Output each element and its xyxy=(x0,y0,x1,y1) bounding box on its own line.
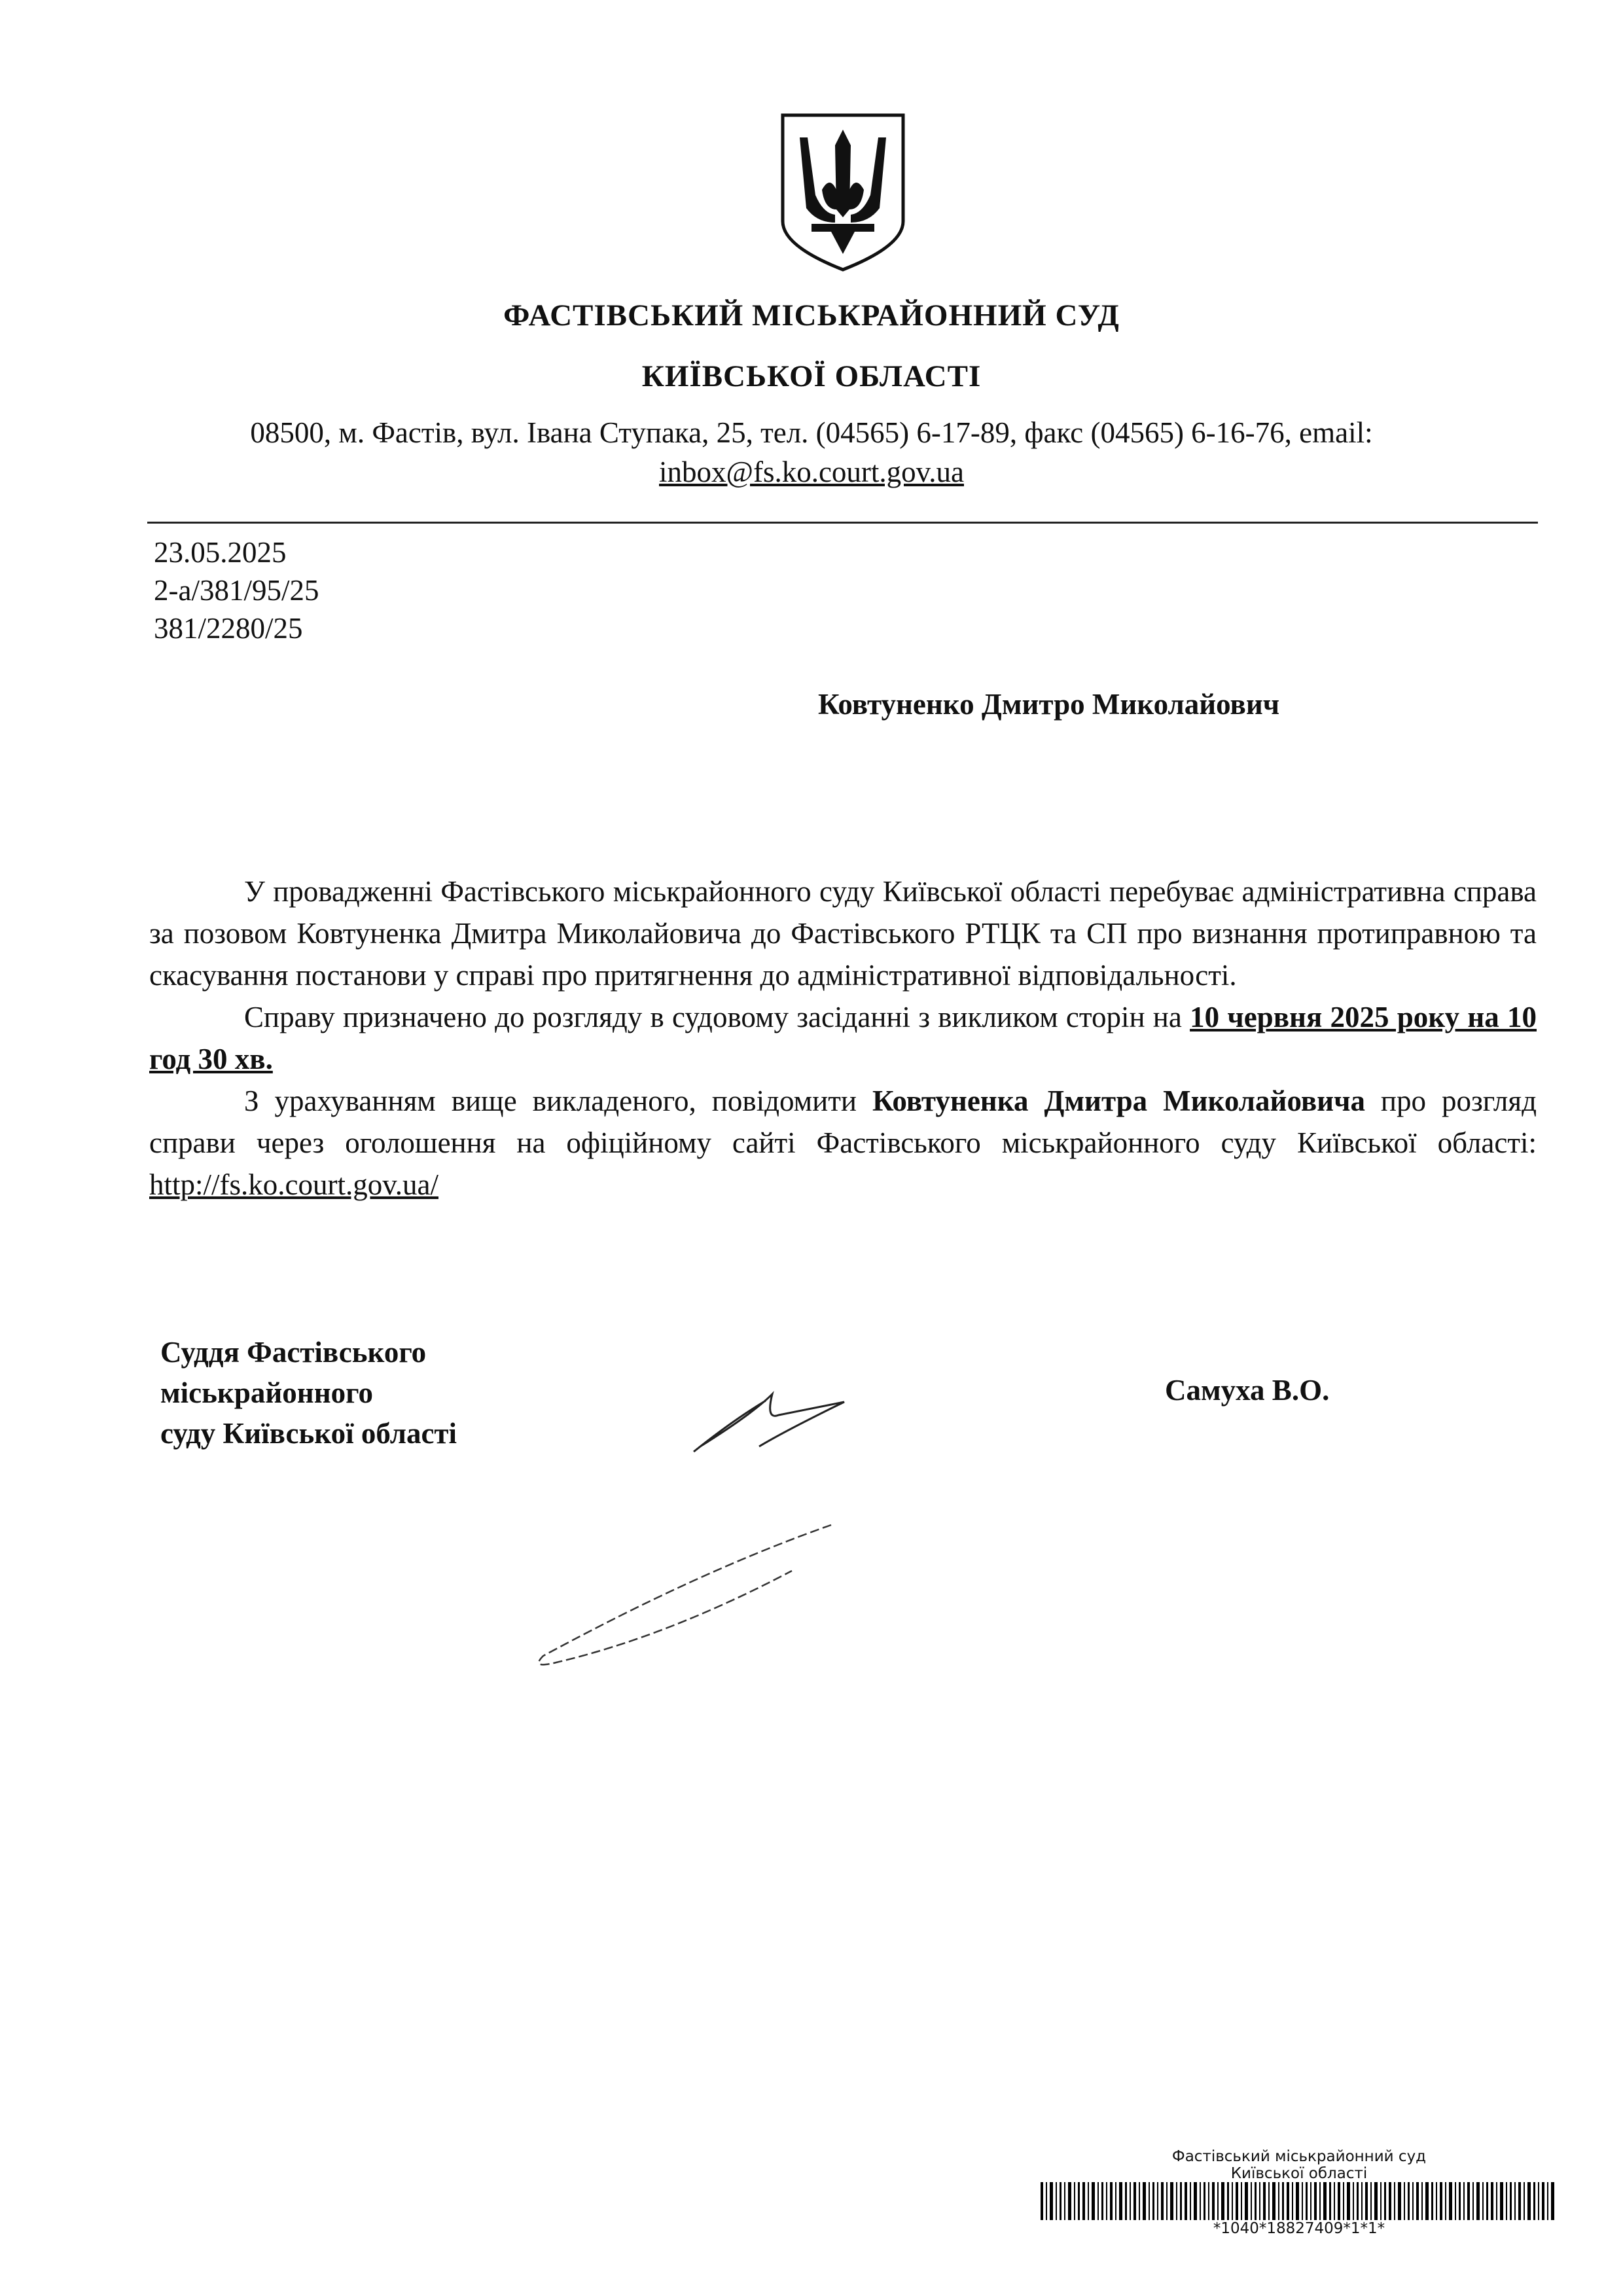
court-website-link[interactable]: http://fs.ko.court.gov.ua/ xyxy=(149,1168,439,1201)
header-divider xyxy=(147,522,1538,524)
proceeding-number: 381/2280/25 xyxy=(154,612,303,645)
handwritten-signature xyxy=(504,1355,1041,1682)
paragraph-2 xyxy=(149,996,1537,1080)
judge-role-line1: Суддя Фастівського xyxy=(160,1336,427,1369)
hearing-date: 10 червня 2025 року на 10 год 30 хв. xyxy=(149,1001,1537,1075)
registration-stamp xyxy=(1041,2148,1558,2237)
court-name-line2: КИЇВСЬКОЇ ОБЛАСТІ xyxy=(641,359,982,393)
court-email-link[interactable]: inbox@fs.ko.court.gov.ua xyxy=(659,456,964,488)
judge-name: Самуха В.О. xyxy=(1165,1374,1330,1407)
case-number: 2-а/381/95/25 xyxy=(154,574,319,607)
document-date: 23.05.2025 xyxy=(154,536,287,569)
stamp-line2: Київської області xyxy=(1230,2165,1368,2182)
judge-role-line3: суду Київської області xyxy=(160,1417,457,1450)
paragraph-1: У провадженні Фастівського міськрайонного суду Київської області перебуває адміністративна справа за позовом Ковтуненка Дмитра Миколайовича до Фастівського РТЦК та СП про визнання протиправною та скасування постанови у справі про притягнення до адміністративної відповідальності. xyxy=(149,875,1537,992)
addressee: Ковтуненко Дмитро Миколайович xyxy=(818,688,1280,721)
judge-role xyxy=(160,1332,457,1454)
barcode-number: *1040*18827409*1*1* xyxy=(1213,2220,1385,2237)
coat-of-arms xyxy=(777,111,908,274)
document-meta xyxy=(154,533,319,647)
court-name-line1: ФАСТІВСЬКИЙ МІСЬКРАЙОННИЙ СУД xyxy=(503,298,1120,332)
paragraph-3 xyxy=(149,1080,1537,1206)
plaintiff-name: Ковтуненка Дмитра Миколайовича xyxy=(872,1085,1365,1117)
paragraph-2-text: Справу призначено до розгляду в судовому засіданні з викликом сторін на xyxy=(244,1001,1190,1033)
letter-body xyxy=(149,870,1537,1206)
paragraph-3-text-a: З урахуванням вище викладеного, повідомити xyxy=(244,1085,872,1117)
judge-role-line2: міськрайонного xyxy=(160,1376,373,1409)
paragraph-3-text-b: про розгляд справи через оголошення на офіційному сайті Фастівського міськрайонного суду Київської області: xyxy=(149,1085,1537,1159)
stamp-line1: Фастівський міськрайонний суд xyxy=(1171,2148,1427,2165)
barcode xyxy=(1041,2182,1558,2220)
trident-coat-of-arms-icon xyxy=(777,111,908,274)
court-address: 08500, м. Фастів, вул. Івана Ступака, 25, тел. (04565) 6-17-89, факс (04565) 6-16-76, email: xyxy=(250,416,1373,449)
